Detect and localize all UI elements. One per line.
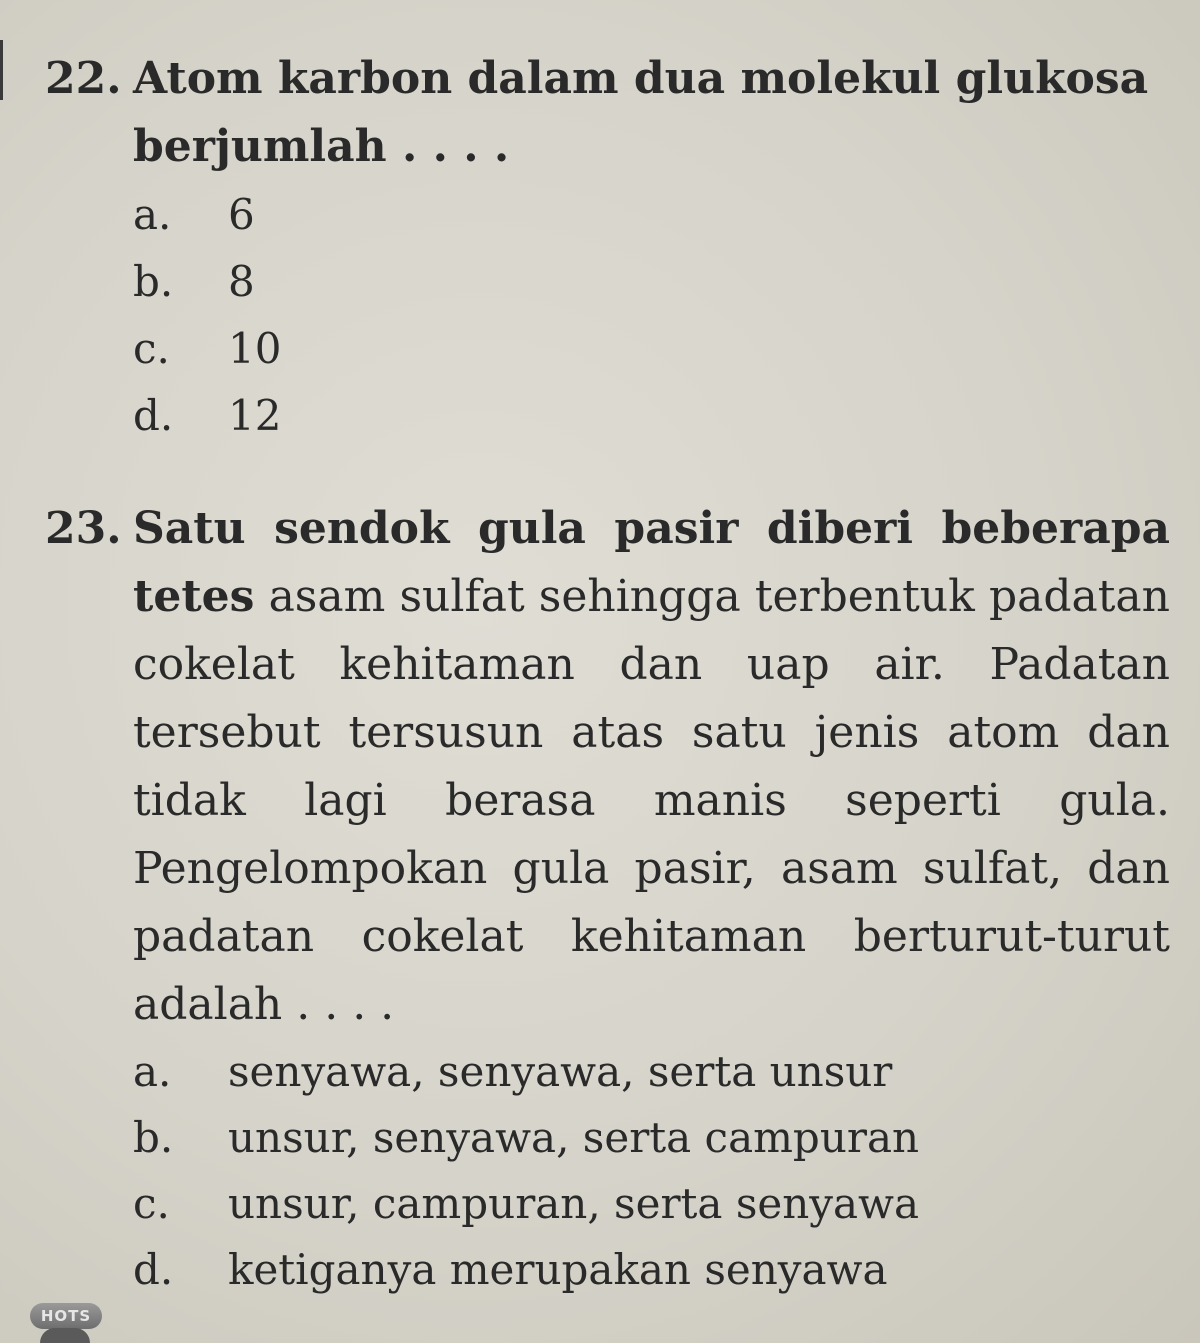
- option-text: unsur, campuran, serta senyawa: [228, 1179, 920, 1228]
- option-letter: c.: [133, 324, 170, 373]
- option-a: [133, 181, 1170, 248]
- option-b: [133, 248, 1170, 315]
- question-number: 22.: [45, 53, 122, 104]
- option-text: ketiganya merupakan senyawa: [228, 1245, 888, 1294]
- hots-badge-tail: [40, 1328, 90, 1343]
- answer-options: [45, 1039, 1170, 1303]
- option-letter: d.: [133, 391, 174, 440]
- question-text: asam sulfat sehingga terbentuk padatan cokelat kehitaman dan uap air. Padatan tersebut tersusun atas satu jenis atom dan tidak lagi berasa manis seperti gula. Pengelompokan gula pasir, asam sulfat, dan padatan cokelat kehitaman berturut-turut adalah . . . .: [133, 571, 1170, 1030]
- option-letter: a.: [133, 190, 172, 239]
- option-c: [133, 315, 1170, 382]
- question-stem: [45, 45, 1170, 181]
- question-23: [45, 495, 1170, 1303]
- hots-badge: HOTS: [30, 1303, 102, 1329]
- option-text: 12: [228, 391, 282, 440]
- option-text: 6: [228, 190, 255, 239]
- question-stem: [45, 495, 1170, 1039]
- option-letter: d.: [133, 1245, 174, 1294]
- option-text: 8: [228, 257, 255, 306]
- option-a: [133, 1039, 1170, 1105]
- question-number: 23.: [45, 503, 122, 554]
- option-letter: b.: [133, 1113, 174, 1162]
- option-d: [133, 382, 1170, 449]
- option-c: [133, 1171, 1170, 1237]
- option-letter: b.: [133, 257, 174, 306]
- option-text: 10: [228, 324, 282, 373]
- option-letter: c.: [133, 1179, 170, 1228]
- answer-options: [45, 181, 1170, 449]
- margin-rule: [0, 40, 3, 100]
- option-d: [133, 1237, 1170, 1303]
- option-letter: a.: [133, 1047, 172, 1096]
- option-text: senyawa, senyawa, serta unsur: [228, 1047, 893, 1096]
- question-text-lead: Satu sendok gula pasir diberi beberapa tetes: [133, 503, 1170, 622]
- option-text: unsur, senyawa, serta campuran: [228, 1113, 920, 1162]
- question-22: [45, 45, 1170, 449]
- question-text: Atom karbon dalam dua molekul glukosa berjumlah . . . .: [133, 53, 1149, 172]
- option-b: [133, 1105, 1170, 1171]
